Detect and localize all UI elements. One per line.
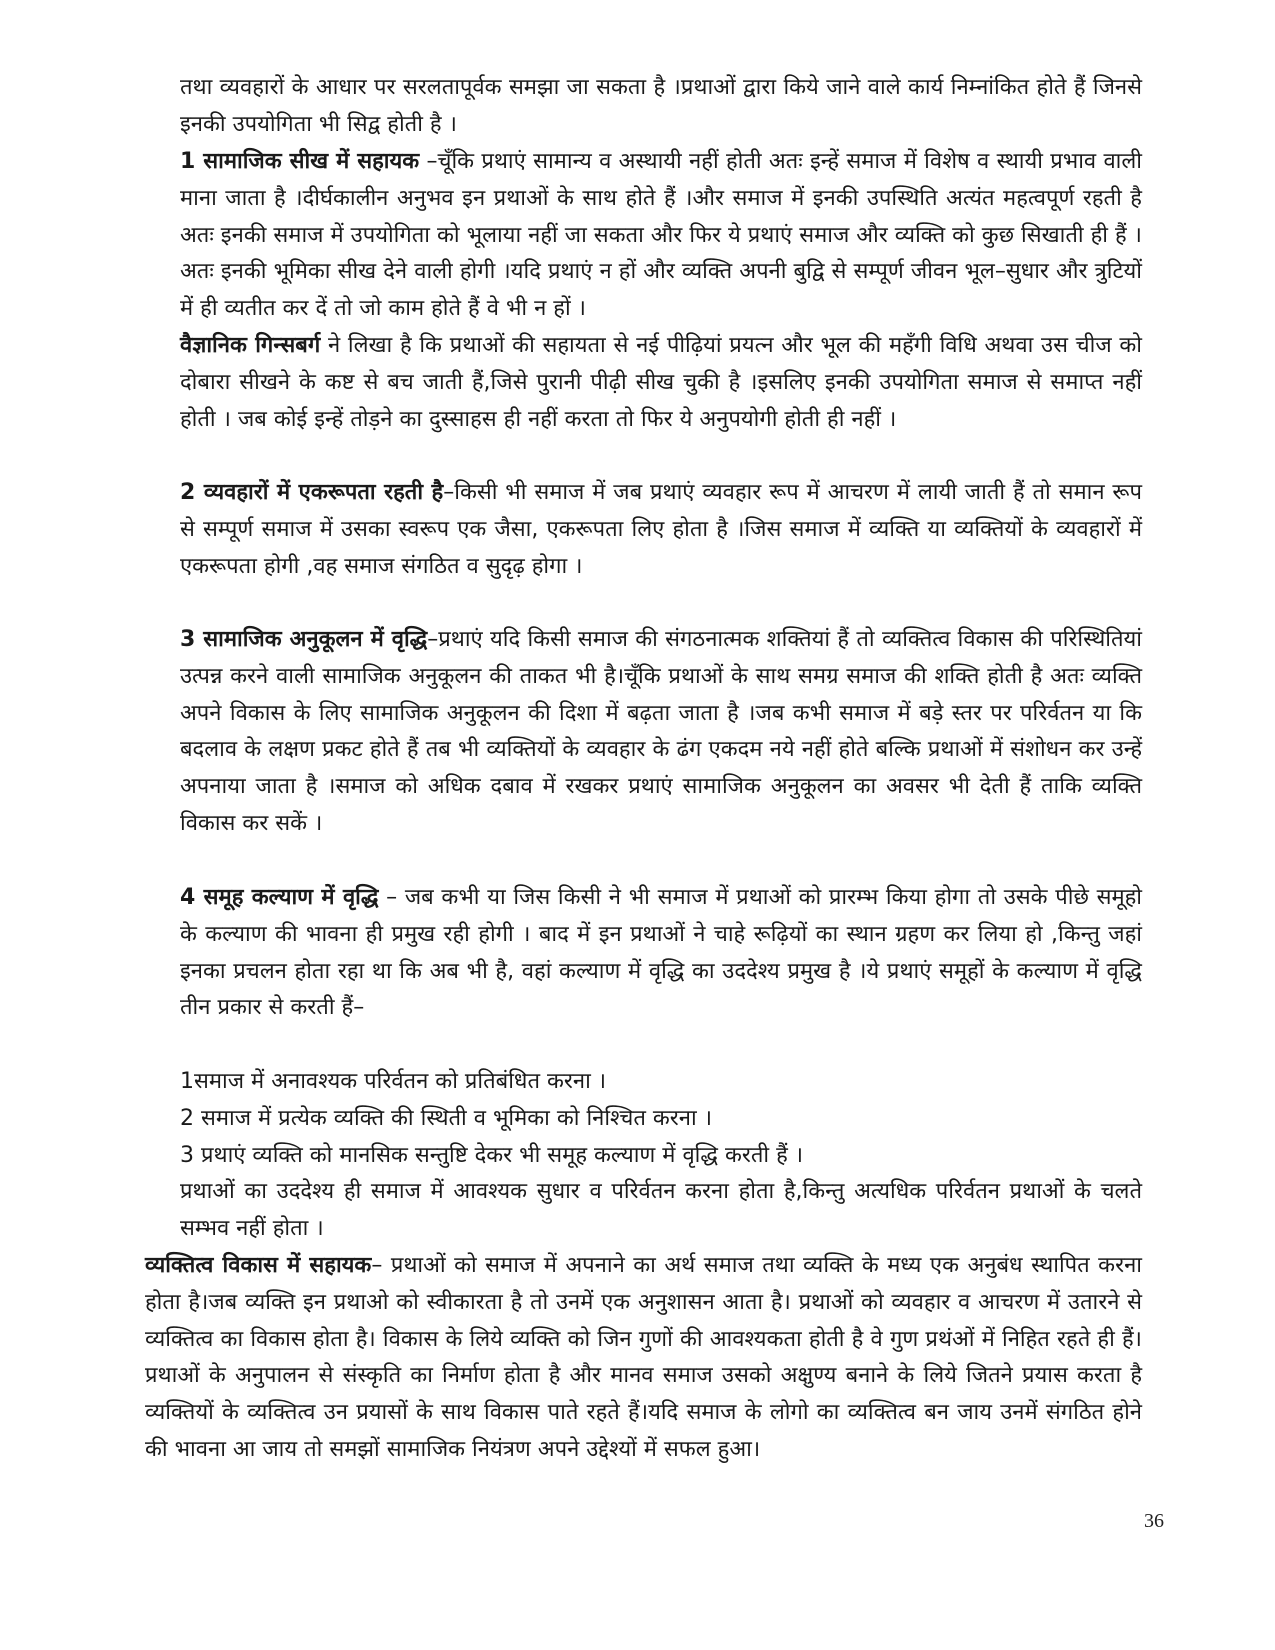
section-heading: 1 सामाजिक सीख में सहायक [180, 149, 420, 174]
intro-paragraph: तथा व्यवहारों के आधार पर सरलतापूर्वक समझा जा सकता है ।प्रथाओं द्वारा किये जाने वाले कार्य निम्नांकित होते हैं जिनसे इनकी उपयोगिता भी सिद्व होती है । [180, 75, 1142, 137]
section-heading: 2 व्यवहारों में एकरूपता रहती है [180, 480, 444, 505]
welfare-list [180, 1064, 1142, 1174]
list-item: 1समाज में अनावश्यक परिर्वतन को प्रतिबंधित करना । [180, 1069, 607, 1094]
section-social-learning [180, 144, 1142, 328]
section-heading: 4 समूह कल्याण में वृद्धि [180, 885, 379, 910]
section-personality-development [145, 1248, 1142, 1469]
section-ginsberg [180, 328, 1142, 438]
section-body: –किसी भी समाज में जब प्रथाएं व्यवहार रूप में आचरण में लायी जाती हैं तो समान रूप से सम्पूर्ण समाज में उसका स्वरूप एक जैसा, एकरूपता लिए होता है ।जिस समाज में व्यक्ति या व्यक्तियों के व्यवहारों में एकरूपता होगी ,वह समाज संगठित व सुदृढ़ होगा । [180, 480, 1143, 579]
section-body: – जब कभी या जिस किसी ने भी समाज में प्रथाओं को प्रारम्भ किया होगा तो उसके पीछे समूहो के कल्याण की भावना ही प्रमुख रही होगी । बाद में इन प्रथाओं ने चाहे रूढ़ियों का स्थान ग्रहण कर लिया हो ,किन्तु जहां इनका प्रचलन होता रहा था कि अब भी है, वहां कल्याण में वृद्धि का उददेश्य प्रमुख है ।ये प्रथाएं समूहों के कल्याण में वृद्धि तीन प्रकार से करती हैं– [180, 885, 1142, 1021]
section-social-adaptation [180, 622, 1142, 843]
list-item: 3 प्रथाएं व्यक्ति को मानसिक सन्तुष्टि देकर भी समूह कल्याण में वृद्धि करती हैं । [180, 1142, 804, 1168]
section-body: –प्रथाएं यदि किसी समाज की संगठनात्मक शक्तियां हैं तो व्यक्तित्व विकास की परिस्थितियां उत्पन्न करने वाली सामाजिक अनुकूलन की ताकत भी है।चूँकि प्रथाओं के साथ समग्र समाज की शक्ति होती है अतः व्यक्ति अपने विकास के लिए सामाजिक अनुकूलन की दिशा में बढ़ता जाता है ।जब कभी समाज में बड़े स्तर पर परिर्वतन या कि बदलाव के लक्षण प्रकट होते हैं तब भी व्यक्तियों के व्यवहार के ढंग एकदम नये नहीं होते बल्कि प्रथाओं में संशोधन कर उन्हें अपनाया जाता है ।समाज को अधिक दबाव में रखकर प्रथाएं सामाजिक अनुकूलन का अवसर भी देती हैं ताकि व्यक्ति विकास कर सकें । [180, 627, 1142, 836]
section-body: ने लिखा है कि प्रथाओं की सहायता से नई पीढ़ियां प्रयत्न और भूल की महँगी विधि अथवा उस चीज को दोबारा सीखने के कष्ट से बच जाती हैं,जिसे पुरानी पीढ़ी सीख चुकी है ।इसलिए इनकी उपयोगिता समाज से समाप्त नहीं होती । जब कोई इन्हें तोड़ने का दुस्साहस ही नहीं करता तो फिर ये अनुपयोगी होती ही नहीं । [180, 333, 1143, 432]
list-item: 2 समाज में प्रत्येक व्यक्ति की स्थिती व भूमिका को निश्चित करना । [180, 1105, 713, 1131]
closing-paragraph: प्रथाओं का उददेश्य ही समाज में आवश्यक सुधार व परिर्वतन करना होता है,किन्तु अत्यधिक परिर्वतन प्रथाओं के चलते सम्भव नहीं होता । [180, 1179, 1142, 1241]
section-heading: व्यक्तित्व विकास में सहायक [145, 1253, 372, 1278]
section-heading: वैज्ञानिक गिन्सबर्ग [180, 333, 321, 358]
section-uniformity [180, 475, 1142, 585]
section-group-welfare [180, 880, 1142, 1027]
page-number: 36 [1144, 1510, 1164, 1532]
section-body: –चूँकि प्रथाएं सामान्य व अस्थायी नहीं होती अतः इन्हें समाज में विशेष व स्थायी प्रभाव वाली माना जाता है ।दीर्घकालीन अनुभव इन प्रथाओं के साथ होते हैं ।और समाज में इनकी उपस्थिति अत्यंत महत्वपूर्ण रहती है अतः इनकी समाज में उपयोगिता को भूलाया नहीं जा सकता और फिर ये प्रथाएं समाज और व्यक्ति को कुछ सिखाती ही हैं ।अतः इनकी भूमिका सीख देने वाली होगी ।यदि प्रथाएं न हों और व्यक्ति अपनी बुद्वि से सम्पूर्ण जीवन भूल–सुधार और त्रुटियों में ही व्यतीत कर दें तो जो काम होते हैं वे भी न हों । [180, 149, 1142, 322]
section-heading: 3 सामाजिक अनुकूलन में वृद्धि [180, 627, 428, 652]
section-body: – प्रथाओं को समाज में अपनाने का अर्थ समाज तथा व्यक्ति के मध्य एक अनुबंध स्थापित करना होता है।जब व्यक्ति इन प्रथाओ को स्वीकारता है तो उनमें एक अनुशासन आता है। प्रथाओं को व्यवहार व आचरण में उतारने से व्यक्तित्व का विकास होता है। विकास के लिये व्यक्ति को जिन गुणों की आवश्यकता होती है वे गुण प्रथंओं में निहित रहते ही हैं।प्रथाओं के अनुपालन से संस्कृति का निर्माण होता है और मानव समाज उसको अक्षुण्य बनाने के लिये जितने प्रयास करता है व्यक्तियों के व्यक्तित्व उन प्रयासों के साथ विकास पाते रहते हैं।यदि समाज के लोगो का व्यक्तित्व बन जाय उनमें संगठित होने की भावना आ जाय तो समझों सामाजिक नियंत्रण अपने उद्देश्यों में सफल हुआ। [145, 1253, 1142, 1462]
